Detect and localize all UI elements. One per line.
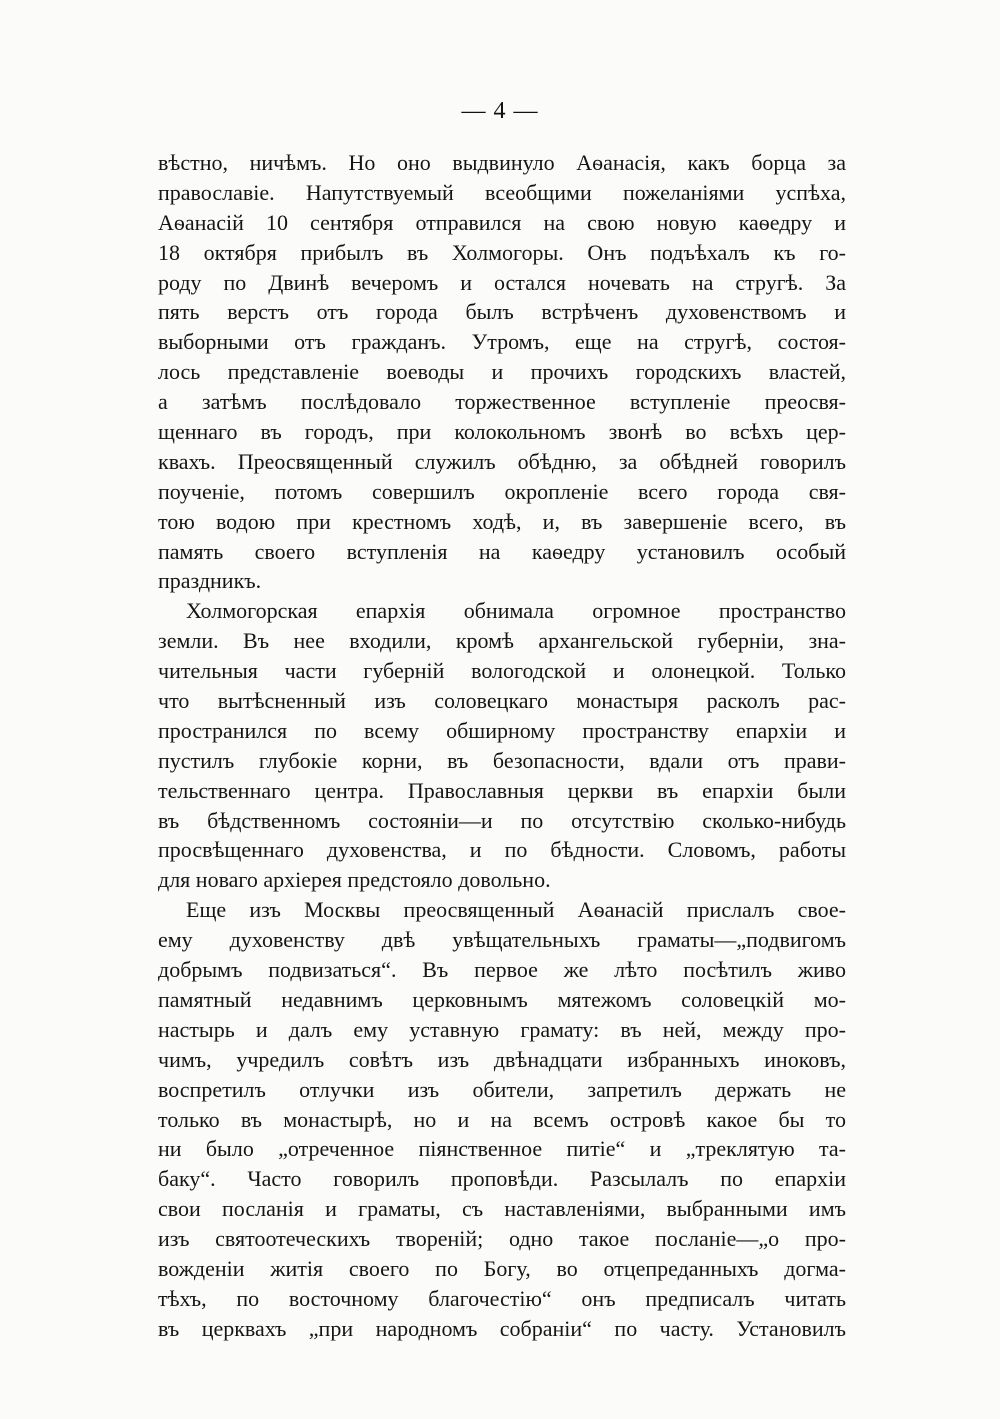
text-line: чимъ, учредилъ совѣтъ изъ двѣнадцати избранныхъ иноковъ, bbox=[158, 1046, 846, 1072]
text-line: роду по Двинѣ вечеромъ и остался ночевать на стругѣ. За bbox=[158, 269, 846, 295]
text-line: 18 октября прибылъ въ Холмогоры. Онъ подъѣхалъ къ го- bbox=[158, 239, 846, 265]
text-line: ни было „отреченное піянственное питіе“ и „треклятую та- bbox=[158, 1136, 846, 1162]
text-line: память своего вступленія на каѳедру установилъ особый bbox=[158, 538, 846, 564]
text-line: что вытѣсненный изъ соловецкаго монастыря расколъ рас- bbox=[158, 688, 846, 714]
text-line: Аѳанасій 10 сентября отправился на свою новую каѳедру и bbox=[158, 209, 846, 235]
text-line: вожденіи житія своего по Богу, во отцепреданныхъ догма- bbox=[158, 1255, 846, 1281]
text-line: настырь и далъ ему уставную грамату: въ ней, между про- bbox=[158, 1016, 846, 1042]
text-line: изъ святоотеческихъ твореній; одно такое посланіе—„о про- bbox=[158, 1226, 846, 1252]
text-line: пять верстъ отъ города былъ встрѣченъ духовенствомъ и bbox=[158, 299, 846, 325]
text-line: чительныя части губерній вологодской и олонецкой. Только bbox=[158, 658, 846, 684]
text-line: Еще изъ Москвы преосвященный Аѳанасій прислалъ свое- bbox=[186, 897, 846, 923]
body-text bbox=[158, 148, 846, 1344]
text-line: тою водою при крестномъ ходѣ, и, въ завершеніе всего, въ bbox=[158, 508, 846, 534]
text-line: пустилъ глубокіе корни, въ безопасности, вдали отъ прави- bbox=[158, 747, 846, 773]
text-line: а затѣмъ послѣдовало торжественное вступленіе преосвя- bbox=[158, 389, 846, 415]
text-line: тѣхъ, по восточному благочестію“ онъ предписалъ читать bbox=[158, 1285, 846, 1311]
text-line: въ церквахъ „при народномъ собраніи“ по часту. Установилъ bbox=[158, 1315, 846, 1341]
text-line: Холмогорская епархія обнимала огромное пространство bbox=[186, 598, 846, 624]
page-number: — 4 — bbox=[461, 98, 539, 124]
text-line: свои посланія и граматы, съ наставленіями, выбранными имъ bbox=[158, 1196, 846, 1222]
text-line: вѣстно, ничѣмъ. Но оно выдвинуло Аѳанасія, какъ борца за bbox=[158, 150, 846, 175]
text-line: щеннаго въ городъ, при колокольномъ звонѣ во всѣхъ цер- bbox=[158, 419, 846, 445]
text-line: добрымъ подвизаться“. Въ первое же лѣто посѣтилъ живо bbox=[158, 957, 846, 983]
text-line: для новаго архіерея предстояло довольно. bbox=[158, 867, 551, 893]
text-line: праздникъ. bbox=[158, 568, 262, 594]
text-line: поученіе, потомъ совершилъ окропленіе всего города свя- bbox=[158, 478, 846, 504]
text-line: баку“. Часто говорилъ проповѣди. Разсылалъ по епархіи bbox=[158, 1166, 846, 1192]
text-line: православіе. Напутствуемый всеобщими пожеланіями успѣха, bbox=[158, 179, 846, 205]
text-line: земли. Въ нее входили, кромѣ архангельской губерніи, зна- bbox=[158, 628, 846, 654]
text-line: выборными отъ гражданъ. Утромъ, еще на стругѣ, состоя- bbox=[158, 329, 846, 355]
text-line: ему духовенству двѣ увѣщательныхъ граматы—„подвигомъ bbox=[158, 927, 846, 953]
text-line: квахъ. Преосвященный служилъ обѣдню, за обѣдней говорилъ bbox=[158, 448, 846, 474]
text-line: просвѣщеннаго духовенства, и по бѣдности. Словомъ, работы bbox=[158, 837, 846, 863]
text-line: только въ монастырѣ, но и на всемъ островѣ какое бы то bbox=[158, 1106, 846, 1132]
text-line: въ бѣдственномъ состояніи—и по отсутствію сколько-нибудь bbox=[158, 807, 846, 833]
text-line: памятный недавнимъ церковнымъ мятежомъ соловецкій мо- bbox=[158, 986, 846, 1012]
text-line: пространился по всему обширному пространству епархіи и bbox=[158, 717, 846, 743]
text-line: тельственнаго центра. Православныя церкви въ епархіи были bbox=[158, 777, 846, 803]
text-line: воспретилъ отлучки изъ обители, запретилъ держать не bbox=[158, 1076, 846, 1102]
text-line: лось представленіе воеводы и прочихъ городскихъ властей, bbox=[158, 359, 846, 385]
